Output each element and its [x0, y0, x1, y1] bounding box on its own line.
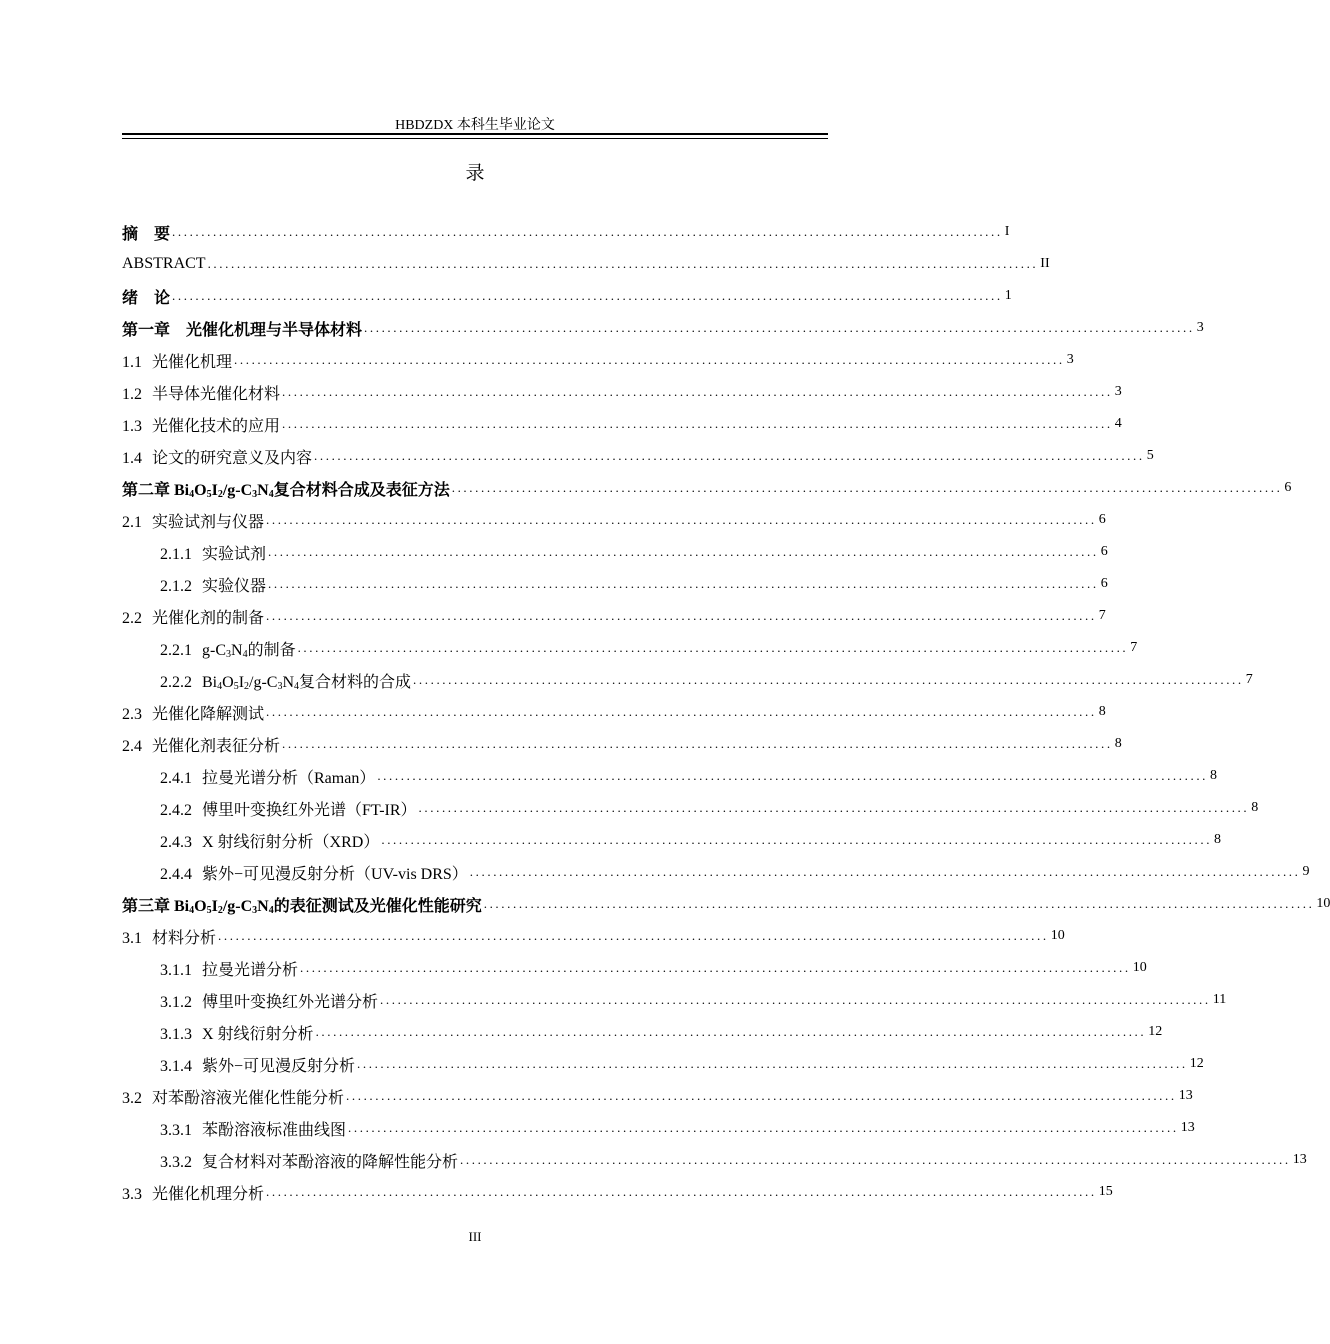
toc-section-number: 3.3.1 [160, 1121, 192, 1139]
toc-entry-subsection[interactable] [122, 1112, 1195, 1144]
toc-entry-label: 对苯酚溶液光催化性能分析 [152, 1089, 345, 1107]
toc-entry-subsection[interactable] [122, 856, 1310, 888]
toc-page-number: 7 [1130, 640, 1138, 655]
toc-page-number: 8 [1251, 800, 1259, 815]
toc-entry-section[interactable] [122, 1080, 1193, 1112]
toc-page-number: 8 [1114, 736, 1122, 751]
toc-page-number: 6 [1098, 512, 1106, 527]
toc-entry-label: X 射线衍射分析（XRD） [202, 833, 380, 851]
toc-page-number: 10 [1050, 928, 1065, 943]
toc-leader-dots: .............................................................................................................................................. [172, 224, 1003, 239]
toc-leader-dots: .............................................................................................................................................. [460, 1152, 1291, 1167]
toc-entry-subsection[interactable] [122, 952, 1147, 984]
toc-page-number: 1 [1004, 288, 1012, 303]
toc-entry-subsection[interactable] [122, 664, 1253, 696]
toc-leader-dots: .............................................................................................................................................. [172, 288, 1003, 303]
table-of-contents [122, 216, 1330, 1208]
toc-section-number: 3.1 [122, 929, 142, 947]
toc-entry-label: 光催化剂表征分析 [152, 737, 281, 755]
toc-entry-chapter-3[interactable] [122, 888, 1330, 920]
toc-entry-section[interactable] [122, 1176, 1113, 1208]
toc-entry-label: 苯酚溶液标准曲线图 [202, 1121, 347, 1139]
toc-entry-label: $Bi_4O_5I_2/g-C_3N_4$复合材料的合成 [202, 673, 412, 692]
toc-section-number: 2.2 [122, 609, 142, 627]
toc-entry-label: 光催化技术的应用 [152, 417, 281, 435]
toc-page-number: 6 [1100, 544, 1108, 559]
toc-entry-section[interactable] [122, 344, 1074, 376]
toc-leader-dots: .............................................................................................................................................. [315, 1024, 1147, 1039]
toc-entry-label: 绪 论 [122, 289, 171, 307]
toc-section-number: 1.3 [122, 417, 142, 435]
toc-entry-subsection[interactable] [122, 568, 1108, 600]
toc-leader-dots: .............................................................................................................................................. [282, 416, 1113, 431]
toc-leader-dots: .............................................................................................................................................. [266, 704, 1097, 719]
toc-leader-dots: .............................................................................................................................................. [268, 544, 1099, 559]
toc-section-number: 2.4.4 [160, 865, 192, 883]
toc-page-number: 7 [1098, 608, 1106, 623]
toc-leader-dots: .............................................................................................................................................. [268, 576, 1099, 591]
toc-entry-subsection[interactable] [122, 1016, 1163, 1048]
toc-entry-section[interactable] [122, 728, 1122, 760]
toc-section-number: 2.4 [122, 737, 142, 755]
toc-page-number: 3 [1066, 352, 1074, 367]
toc-entry-subsection[interactable] [122, 1144, 1307, 1176]
toc-leader-dots: .............................................................................................................................................. [364, 320, 1195, 335]
toc-page-number: 12 [1189, 1056, 1204, 1071]
toc-page-number: 3 [1114, 384, 1122, 399]
toc-entry-label: 第一章 光催化机理与半导体材料 [122, 321, 363, 339]
running-header: HBDZDX 本科生毕业论文 [395, 118, 555, 133]
toc-entry-subsection[interactable] [122, 536, 1108, 568]
toc-entry-label: 光催化剂的制备 [152, 609, 265, 627]
toc-entry-subsection[interactable] [122, 792, 1259, 824]
toc-entry-subsection[interactable] [122, 824, 1222, 856]
toc-leader-dots: .............................................................................................................................................. [346, 1088, 1177, 1103]
toc-entry-abstract-en[interactable] [122, 248, 1050, 280]
toc-entry-label: 实验仪器 [202, 577, 267, 595]
toc-page-number: 8 [1098, 704, 1106, 719]
toc-section-number: 3.1.2 [160, 993, 192, 1011]
toc-section-number: 2.4.3 [160, 833, 192, 851]
toc-leader-dots: .............................................................................................................................................. [483, 896, 1315, 911]
toc-entry-label: 紫外−可见漫反射分析（UV-vis DRS） [202, 865, 468, 883]
toc-entry-label: 傅里叶变换红外光谱（FT-IR） [202, 801, 417, 819]
toc-entry-label: 第三章 $Bi_4O_5I_2/g-C_3N_4$的表征测试及光催化性能研究 [122, 897, 482, 916]
toc-section-number: 3.1.1 [160, 961, 192, 979]
toc-page-number: 13 [1178, 1088, 1193, 1103]
toc-entry-label: $g-C_3N_4$的制备 [202, 641, 296, 660]
toc-entry-subsection[interactable] [122, 984, 1227, 1016]
toc-page-number: 11 [1212, 992, 1227, 1007]
toc-section-number: 2.1.2 [160, 577, 192, 595]
toc-leader-dots: .............................................................................................................................................. [380, 992, 1211, 1007]
toc-entry-label: 论文的研究意义及内容 [152, 449, 313, 467]
toc-leader-dots: .............................................................................................................................................. [418, 800, 1250, 815]
toc-section-number: 2.1.1 [160, 545, 192, 563]
header-rule-thin [122, 138, 828, 139]
toc-leader-dots: .............................................................................................................................................. [266, 608, 1097, 623]
toc-leader-dots: .............................................................................................................................................. [218, 928, 1049, 943]
toc-page-number: 13 [1292, 1152, 1307, 1167]
toc-leader-dots: .............................................................................................................................................. [207, 256, 1039, 271]
toc-entry-label: 半导体光催化材料 [152, 385, 281, 403]
toc-page-number: 10 [1132, 960, 1147, 975]
toc-entry-label: 光催化机理 [152, 353, 233, 371]
toc-section-number: 2.4.1 [160, 769, 192, 787]
toc-entry-introduction[interactable] [122, 280, 1012, 312]
toc-section-number: 2.3 [122, 705, 142, 723]
toc-section-number: 2.4.2 [160, 801, 192, 819]
toc-page-number: 3 [1196, 320, 1204, 335]
toc-page-number: 12 [1148, 1024, 1163, 1039]
toc-section-number: 3.1.3 [160, 1025, 192, 1043]
toc-section-number: 3.2 [122, 1089, 142, 1107]
toc-entry-section[interactable] [122, 696, 1106, 728]
toc-entry-label: 傅里叶变换红外光谱分析 [202, 993, 379, 1011]
toc-page-number: 15 [1098, 1184, 1113, 1199]
toc-section-number: 1.4 [122, 449, 142, 467]
toc-section-number: 2.2.2 [160, 673, 192, 691]
toc-entry-subsection[interactable] [122, 1048, 1204, 1080]
toc-section-number: 2.1 [122, 513, 142, 531]
toc-page-number: 10 [1316, 896, 1330, 911]
toc-leader-dots: .............................................................................................................................................. [266, 512, 1097, 527]
toc-page-number: I [1004, 224, 1010, 239]
toc-entry-label: 实验试剂与仪器 [152, 513, 265, 531]
toc-page-number: II [1040, 256, 1050, 271]
toc-entry-abstract-cn[interactable] [122, 216, 1010, 248]
toc-section-number: 2.2.1 [160, 641, 192, 659]
toc-page-number: 13 [1180, 1120, 1195, 1135]
toc-entry-label: X 射线衍射分析 [202, 1025, 314, 1043]
toc-leader-dots: .............................................................................................................................................. [234, 352, 1065, 367]
toc-page-number: 6 [1100, 576, 1108, 591]
toc-entry-chapter-2[interactable] [122, 472, 1292, 504]
toc-entry-label: 光催化机理分析 [152, 1185, 265, 1203]
toc-page-number: 8 [1214, 832, 1222, 847]
page-number: III [468, 1229, 482, 1244]
toc-leader-dots: .............................................................................................................................................. [357, 1056, 1188, 1071]
toc-page-number: 4 [1114, 416, 1122, 431]
toc-section-number: 1.2 [122, 385, 142, 403]
toc-page-number: 6 [1284, 480, 1292, 495]
toc-entry-subsection[interactable] [122, 760, 1218, 792]
toc-leader-dots: .............................................................................................................................................. [348, 1120, 1179, 1135]
toc-entry-section[interactable] [122, 440, 1154, 472]
toc-leader-dots: .............................................................................................................................................. [381, 832, 1213, 847]
toc-leader-dots: .............................................................................................................................................. [413, 672, 1244, 687]
toc-entry-label: 第二章 $Bi_4O_5I_2/g-C_3N_4$复合材料合成及表征方法 [122, 481, 450, 500]
toc-entry-label: 紫外−可见漫反射分析 [202, 1057, 356, 1075]
toc-section-number: 3.1.4 [160, 1057, 192, 1075]
toc-entry-label: 摘 要 [122, 225, 171, 243]
toc-leader-dots: .............................................................................................................................................. [266, 1184, 1097, 1199]
toc-leader-dots: .............................................................................................................................................. [314, 448, 1145, 463]
toc-entry-label: 实验试剂 [202, 545, 267, 563]
toc-section-number: 3.3.2 [160, 1153, 192, 1171]
header-rule-thick [122, 133, 828, 135]
toc-leader-dots: .............................................................................................................................................. [300, 960, 1131, 975]
toc-page-number: 9 [1302, 864, 1310, 879]
toc-entry-section[interactable] [122, 376, 1122, 408]
toc-section-number: 3.3 [122, 1185, 142, 1203]
toc-entry-subsection[interactable] [122, 632, 1138, 664]
toc-entry-label: 材料分析 [152, 929, 217, 947]
toc-title: 录 [465, 163, 485, 184]
toc-entry-label: 复合材料对苯酚溶液的降解性能分析 [202, 1153, 459, 1171]
toc-page-number: 7 [1245, 672, 1253, 687]
toc-leader-dots: .............................................................................................................................................. [469, 864, 1301, 879]
toc-leader-dots: .............................................................................................................................................. [297, 640, 1129, 655]
toc-entry-label: 拉曼光谱分析（Raman） [202, 769, 376, 787]
toc-entry-section[interactable] [122, 920, 1065, 952]
toc-entry-label: ABSTRACT [122, 255, 206, 272]
toc-entry-label: 拉曼光谱分析 [202, 961, 299, 979]
toc-leader-dots: .............................................................................................................................................. [451, 480, 1283, 495]
toc-leader-dots: .............................................................................................................................................. [377, 768, 1209, 783]
toc-entry-label: 光催化降解测试 [152, 705, 265, 723]
toc-leader-dots: .............................................................................................................................................. [282, 736, 1113, 751]
toc-entry-section[interactable] [122, 600, 1106, 632]
toc-page-number: 5 [1146, 448, 1154, 463]
toc-leader-dots: .............................................................................................................................................. [282, 384, 1113, 399]
toc-entry-section[interactable] [122, 408, 1122, 440]
toc-entry-chapter-1[interactable] [122, 312, 1204, 344]
toc-entry-section[interactable] [122, 504, 1106, 536]
toc-section-number: 1.1 [122, 353, 142, 371]
toc-page-number: 8 [1210, 768, 1218, 783]
